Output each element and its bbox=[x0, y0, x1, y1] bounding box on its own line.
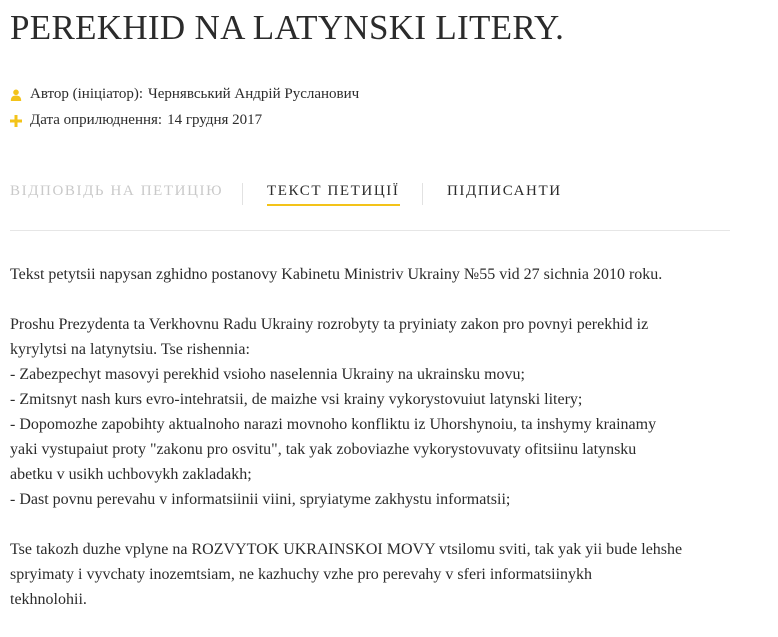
date-row bbox=[10, 112, 262, 129]
plus-icon bbox=[10, 115, 22, 127]
paragraph-conclusion bbox=[10, 537, 740, 612]
active-tab-indicator bbox=[267, 204, 400, 206]
petition-title: PEREKHID NA LATYNSKI LITERY. bbox=[10, 8, 565, 47]
text-line: kyrylytsi na latynytsiu. Tse rishennia: bbox=[10, 341, 250, 358]
text-line: yaki vystupaiut proty "zakonu pro osvitu", tak yak zoboviazhe vykorystovuvaty ofitsiinu latynsku bbox=[10, 441, 637, 458]
tab-petition-text[interactable] bbox=[267, 183, 400, 200]
petition-tabs bbox=[10, 183, 730, 207]
user-icon bbox=[10, 89, 22, 101]
tabs-divider bbox=[10, 230, 730, 231]
text-line: abetku v usikh uchbovykh zakladakh; bbox=[10, 466, 252, 483]
author-name: Чернявський Андрій Русланович bbox=[148, 86, 360, 102]
petition-text bbox=[10, 262, 740, 637]
tab-signers[interactable]: ПІДПИСАНТИ bbox=[447, 183, 562, 199]
date-value: 14 грудня 2017 bbox=[167, 112, 263, 128]
date-label: Дата оприлюднення: bbox=[30, 112, 163, 128]
paragraph-intro: Tekst petytsii napysan zghidno postanovy Kabinetu Ministriv Ukrainy №55 vid 27 sichnia 2010 roku. bbox=[10, 266, 663, 283]
text-line: - Zabezpechyt masovyi perekhid vsioho naselennia Ukrainy na ukrainsku movu; bbox=[10, 366, 525, 383]
tab-response[interactable]: ВІДПОВІДЬ НА ПЕТИЦІЮ bbox=[10, 183, 224, 199]
text-line: Proshu Prezydenta ta Verkhovnu Radu Ukrainy rozrobyty ta pryiniaty zakon pro povnyi perekhid iz bbox=[10, 316, 649, 333]
text-line: - Zmitsnyt nash kurs evro-intehratsii, de maizhe vsi krainy vykorystovuiut latynski litery; bbox=[10, 391, 583, 408]
tab-petition-text-label: ТЕКСТ ПЕТИЦІЇ bbox=[267, 183, 400, 199]
author-label: Автор (ініціатор): bbox=[30, 86, 143, 102]
text-line: Tse takozh duzhe vplyne na ROZVYTOK UKRAINSKOI MOVY vtsilomu sviti, tak yak yii bude lehshe bbox=[10, 541, 683, 558]
tab-separator bbox=[422, 183, 423, 205]
text-line: spryimaty i vyvchaty inozemtsiam, ne kazhuchy vzhe pro perevahy v sferi informatsiinykh bbox=[10, 566, 593, 583]
text-line: - Dast povnu perevahu v informatsiinii viini, spryiatyme zakhystu informatsii; bbox=[10, 491, 511, 508]
tab-separator bbox=[242, 183, 243, 205]
author-row bbox=[10, 86, 359, 103]
text-line: - Dopomozhe zapobihty aktualnoho narazi movnoho konfliktu iz Uhorshynoiu, ta inshymy krainamy bbox=[10, 416, 657, 433]
text-line: tekhnolohii. bbox=[10, 591, 87, 608]
paragraph-request bbox=[10, 312, 740, 512]
